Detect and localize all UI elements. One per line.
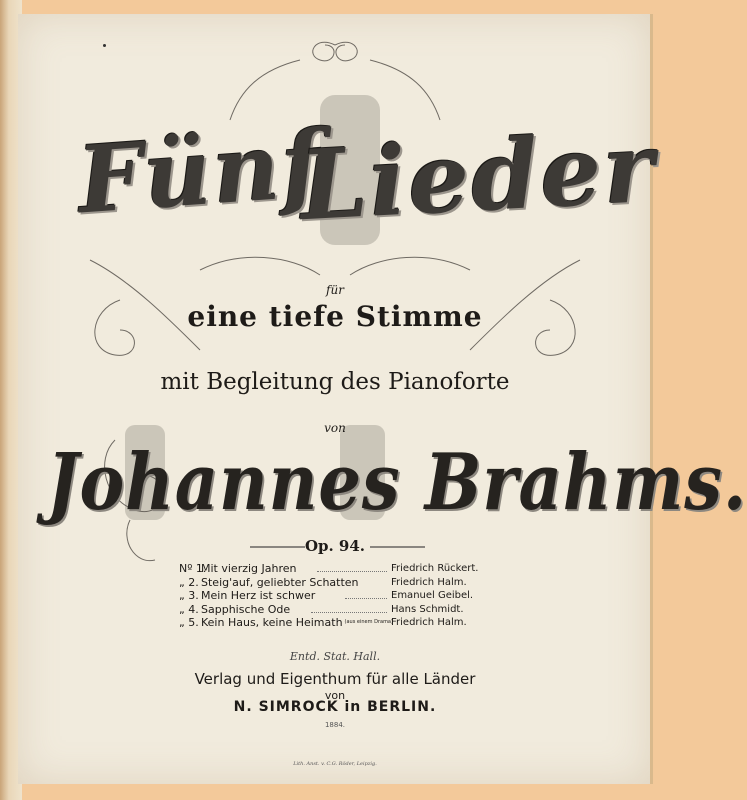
song-number: Nº 1. xyxy=(179,562,207,575)
publisher-von: von xyxy=(324,689,346,702)
song-author: Friedrich Halm. xyxy=(391,576,467,588)
list-item xyxy=(179,616,485,630)
voice-text: eine tiefe Stimme xyxy=(187,300,483,333)
song-title: Mein Herz ist schwer xyxy=(201,589,316,602)
title-word-lieder: Lieder xyxy=(297,110,659,243)
publisher-rights: Verlag und Eigenthum für alle Länder xyxy=(194,670,476,688)
fuer-text: für xyxy=(326,283,344,297)
song-title: Kein Haus, keine Heimath (aus einem Drama) xyxy=(201,616,393,629)
opus-number: Op. 94. xyxy=(304,537,366,555)
song-list xyxy=(179,562,485,630)
song-author: Emanuel Geibel. xyxy=(391,590,474,601)
song-title: Sapphische Ode xyxy=(201,602,291,616)
lithographer-credit: Lith. Anst. v. C.G. Röder, Leipzig. xyxy=(293,761,377,767)
accompaniment-text: mit Begleitung des Pianoforte xyxy=(160,369,510,395)
song-author: Friedrich Rückert. xyxy=(391,563,479,574)
dotted-leader xyxy=(317,570,387,572)
von-text: von xyxy=(324,421,346,435)
song-note: (aus einem Drama) xyxy=(344,619,393,626)
composer-name: Johannes Brahms. xyxy=(46,437,747,528)
song-author: Hans Schmidt. xyxy=(391,603,464,615)
list-item xyxy=(179,589,485,603)
song-author: Friedrich Halm. xyxy=(391,617,467,628)
song-title: Mit vierzig Jahren xyxy=(201,562,297,575)
dotted-leader xyxy=(311,611,387,613)
song-number: „ 4. xyxy=(179,602,199,616)
dotted-leader xyxy=(345,597,387,599)
song-number: „ 2. xyxy=(179,575,199,589)
list-item xyxy=(179,562,485,576)
song-number: „ 3. xyxy=(179,589,199,602)
list-item xyxy=(179,575,485,590)
publisher-name: N. SIMROCK in BERLIN. xyxy=(233,699,437,715)
song-title: Steig'auf, geliebter Schatten xyxy=(201,575,359,589)
title-word-fuenf: Fünf xyxy=(74,109,327,235)
publication-year: 1884. xyxy=(324,721,346,729)
list-item xyxy=(179,602,485,617)
song-number: „ 5. xyxy=(179,616,199,629)
registration-note: Entd. Stat. Hall. xyxy=(289,650,381,663)
